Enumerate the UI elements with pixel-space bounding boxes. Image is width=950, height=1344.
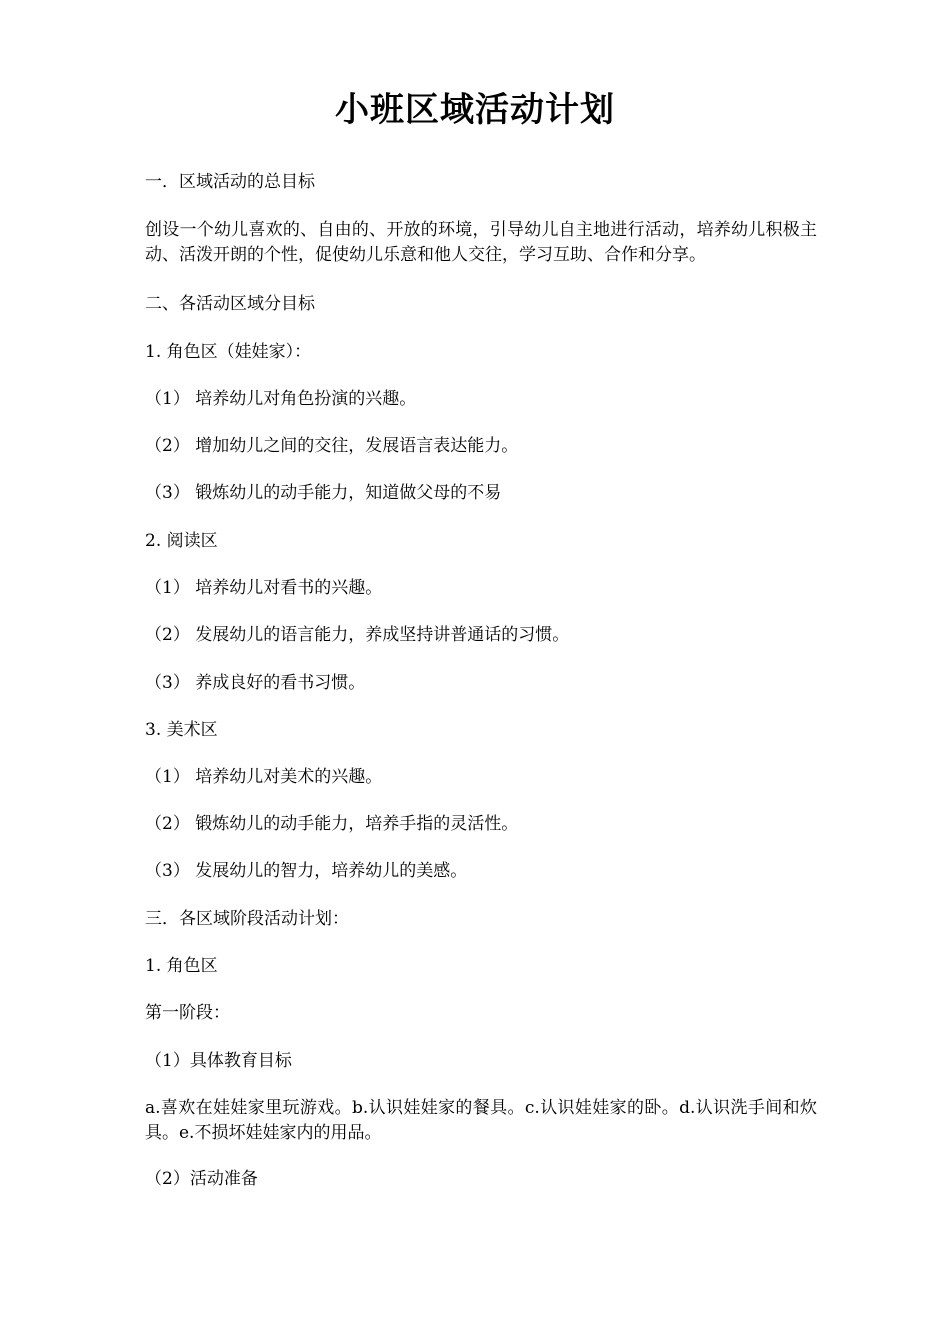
- list-item: （1） 培养幼儿对美术的兴趣。: [145, 767, 383, 787]
- subsection-reading-area: 2. 阅读区: [145, 531, 218, 551]
- list-item: （1） 培养幼儿对看书的兴趣。: [145, 578, 383, 598]
- list-item: （3） 养成良好的看书习惯。: [145, 673, 366, 693]
- stage-heading: 第一阶段：: [145, 1003, 230, 1023]
- paragraph-specific-goals: a.喜欢在娃娃家里玩游戏。b.认识娃娃家的餐具。c.认识娃娃家的卧。d.认识洗手间和炊具。e.不损坏娃娃家内的用品。: [145, 1098, 817, 1143]
- list-item: （3） 锻炼幼儿的动手能力，知道做父母的不易: [145, 483, 502, 503]
- subsection-role-area-plan: 1. 角色区: [145, 956, 218, 976]
- subsection-role-area: 1. 角色区（娃娃家）：: [145, 342, 312, 362]
- list-item: （2）活动准备: [145, 1169, 258, 1189]
- list-item: （2） 增加幼儿之间的交往，发展语言表达能力。: [145, 436, 519, 456]
- list-item: （1）具体教育目标: [145, 1051, 292, 1071]
- section-heading-3: 三．各区域阶段活动计划：: [145, 909, 349, 929]
- list-item: （2） 发展幼儿的语言能力，养成坚持讲普通话的习惯。: [145, 625, 570, 645]
- list-item: （3） 发展幼儿的智力，培养幼儿的美感。: [145, 861, 468, 881]
- section-heading-2: 二、各活动区域分目标: [145, 294, 315, 314]
- paragraph-overall-goal: 创设一个幼儿喜欢的、自由的、开放的环境，引导幼儿自主地进行活动，培养幼儿积极主动、活泼开朗的个性，促使幼儿乐意和他人交往，学习互助、合作和分享。: [145, 220, 817, 265]
- list-item: （2） 锻炼幼儿的动手能力，培养手指的灵活性。: [145, 814, 519, 834]
- section-heading-1: 一．区域活动的总目标: [145, 172, 315, 192]
- subsection-art-area: 3. 美术区: [145, 720, 218, 740]
- document-title: 小班区域活动计划: [335, 90, 615, 130]
- list-item: （1） 培养幼儿对角色扮演的兴趣。: [145, 389, 417, 409]
